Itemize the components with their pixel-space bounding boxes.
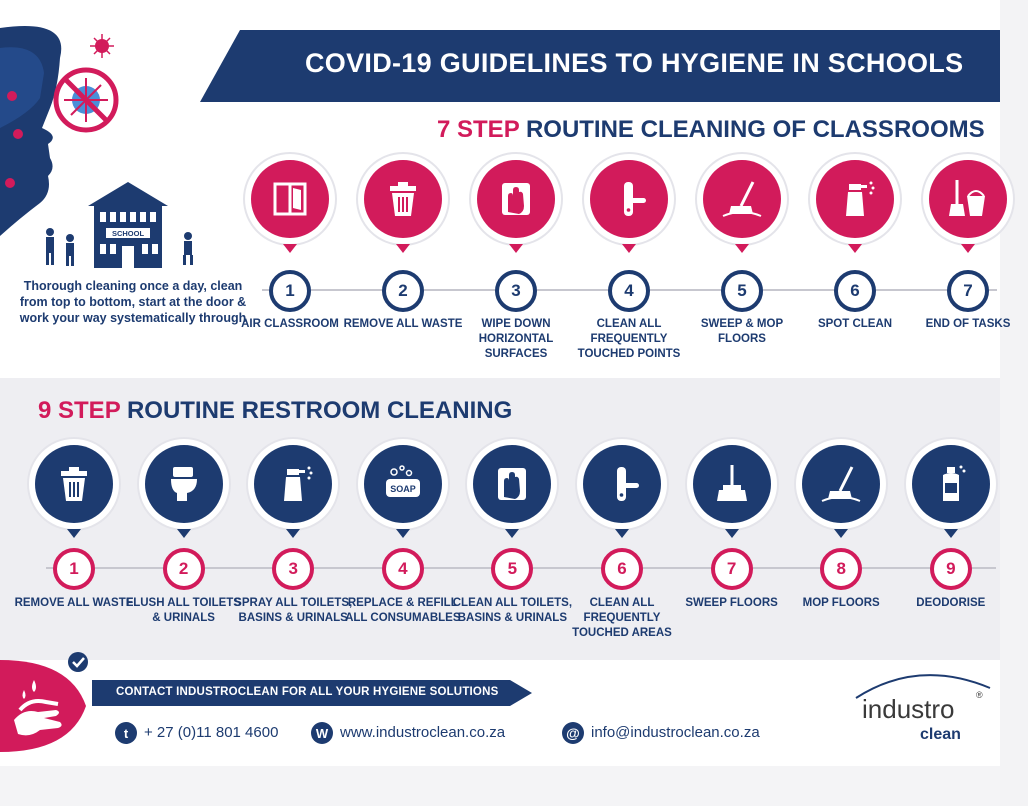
classroom-step-3-label: WIPE DOWN HORIZONTAL SURFACES: [478, 318, 554, 360]
classroom-step-1-label: AIR CLASSROOM: [241, 318, 339, 330]
classroom-step-5-number: 5: [721, 270, 763, 312]
restroom-step-7-arrow: [725, 529, 739, 538]
soap-icon: [380, 461, 426, 507]
svg-text:SOAP: SOAP: [390, 484, 416, 494]
restroom-step-5-number: 5: [491, 548, 533, 590]
restroom-step-6-icon-circle: [583, 445, 661, 523]
classroom-step-2-arrow: [396, 244, 410, 253]
restroom-step-3-number: 3: [272, 548, 314, 590]
restroom-step-8-icon-circle: [802, 445, 880, 523]
restroom-step-7-number: 7: [711, 548, 753, 590]
classroom-step-3-arrow: [509, 244, 523, 253]
restroom-step-9-number: 9: [930, 548, 972, 590]
brand-logo-line1: industro: [862, 694, 955, 724]
classroom-step-4-label: CLEAN ALL FREQUENTLY TOUCHED POINTS: [577, 318, 681, 360]
web-icon: W: [311, 722, 333, 744]
trash-icon: [380, 176, 426, 222]
website-link[interactable]: www.industroclean.co.za: [340, 724, 506, 741]
restroom-title-highlight: 9 STEP: [38, 397, 121, 424]
classroom-title-highlight: 7 STEP: [437, 116, 520, 143]
classroom-step-5-label: SWEEP & MOP FLOORS: [700, 318, 784, 345]
restroom-title-rest: ROUTINE RESTROOM CLEANING: [126, 397, 513, 424]
toilet-icon: [161, 461, 207, 507]
restroom-step-9-label: DEODORISE: [916, 597, 986, 609]
school-sign-text: SCHOOL: [111, 229, 145, 238]
classroom-title-rest: ROUTINE CLEANING OF CLASSROOMS: [525, 116, 985, 143]
restroom-step-2-number: 2: [163, 548, 205, 590]
restroom-step-4-label: REPLACE & REFILL ALL CONSUMABLES: [345, 597, 461, 624]
mop-icon: [719, 176, 765, 222]
restroom-step-4-number: 4: [382, 548, 424, 590]
email-icon: @: [562, 722, 584, 744]
restroom-step-3-arrow: [286, 529, 300, 538]
restroom-step-1-icon-circle: [35, 445, 113, 523]
classroom-step-5-icon-circle: [703, 160, 781, 238]
restroom-step-4-icon-circle: [364, 445, 442, 523]
classroom-step-5-arrow: [735, 244, 749, 253]
restroom-step-1-arrow: [67, 529, 81, 538]
classroom-step-7-label: END OF TASKS: [925, 318, 1011, 330]
restroom-step-7-icon-circle: [693, 445, 771, 523]
restroom-step-1-label: REMOVE ALL WASTE: [14, 597, 134, 609]
contact-banner-text: CONTACT INDUSTROCLEAN FOR ALL YOUR HYGIENE SOLUTIONS: [116, 686, 499, 698]
classroom-step-6-icon-circle: [816, 160, 894, 238]
classroom-step-1-icon-circle: [251, 160, 329, 238]
classroom-step-7-icon-circle: [929, 160, 1007, 238]
classroom-step-3-icon-circle: [477, 160, 555, 238]
handwash-icon: [0, 650, 96, 762]
classroom-step-4-arrow: [622, 244, 636, 253]
restroom-step-5-label: CLEAN ALL TOILETS, BASINS & URINALS: [452, 597, 573, 624]
school-building-icon: [38, 176, 218, 272]
restroom-step-4-arrow: [396, 529, 410, 538]
classroom-step-1-number: 1: [269, 270, 311, 312]
wipe-hand-icon: [493, 176, 539, 222]
broom-bucket-icon: [945, 176, 991, 222]
broom-icon: [709, 461, 755, 507]
email-link[interactable]: info@industroclean.co.za: [591, 724, 760, 741]
restroom-step-6-arrow: [615, 529, 629, 538]
restroom-step-9-arrow: [944, 529, 958, 538]
classroom-step-6-arrow: [848, 244, 862, 253]
classroom-step-7-number: 7: [947, 270, 989, 312]
restroom-step-3-label: SPRAY ALL TOILETS, BASINS & URINALS: [234, 597, 353, 624]
classroom-step-7-arrow: [961, 244, 975, 253]
brand-registered-mark: ®: [976, 690, 983, 700]
trash-icon: [51, 461, 97, 507]
classroom-step-4-icon-circle: [590, 160, 668, 238]
restroom-step-8-arrow: [834, 529, 848, 538]
classroom-step-6-label: SPOT CLEAN: [817, 318, 893, 330]
phone-number[interactable]: + 27 (0)11 801 4600: [144, 724, 279, 741]
bottom-margin: [0, 766, 1000, 806]
spray-bottle-icon: [832, 176, 878, 222]
restroom-step-9-icon-circle: [912, 445, 990, 523]
restroom-step-8-number: 8: [820, 548, 862, 590]
restroom-step-3-icon-circle: [254, 445, 332, 523]
classroom-step-3-number: 3: [495, 270, 537, 312]
restroom-section-title: [38, 397, 512, 425]
restroom-step-2-icon-circle: [145, 445, 223, 523]
restroom-step-6-label: CLEAN ALL FREQUENTLY TOUCHED AREAS: [572, 597, 672, 639]
classroom-step-2-label: REMOVE ALL WASTE: [343, 318, 463, 330]
door-handle-icon: [606, 176, 652, 222]
restroom-step-7-label: SWEEP FLOORS: [685, 597, 778, 609]
phone-icon: t: [115, 722, 137, 744]
classroom-step-6-number: 6: [834, 270, 876, 312]
page-title: COVID-19 GUIDELINES TO HYGIENE IN SCHOOLS: [305, 48, 964, 78]
brand-logo-line2: clean: [920, 726, 961, 743]
wipe-hand-icon: [489, 461, 535, 507]
window-icon: [267, 176, 313, 222]
mop-icon: [818, 461, 864, 507]
restroom-step-1-number: 1: [53, 548, 95, 590]
classroom-section-title: [437, 116, 985, 144]
restroom-step-6-number: 6: [601, 548, 643, 590]
classroom-step-4-number: 4: [608, 270, 650, 312]
classroom-step-2-number: 2: [382, 270, 424, 312]
restroom-step-5-arrow: [505, 529, 519, 538]
restroom-step-2-arrow: [177, 529, 191, 538]
restroom-step-2-label: FLUSH ALL TOILETS & URINALS: [126, 597, 241, 624]
classroom-step-2-icon-circle: [364, 160, 442, 238]
spray-bottle-icon: [270, 461, 316, 507]
classroom-step-1-arrow: [283, 244, 297, 253]
restroom-step-5-icon-circle: [473, 445, 551, 523]
door-handle-icon: [599, 461, 645, 507]
classroom-description: Thorough cleaning once a day, clean from top to bottom, start at the door & work your way systematically through: [19, 279, 247, 325]
aerosol-icon: [928, 461, 974, 507]
restroom-step-8-label: MOP FLOORS: [802, 597, 880, 609]
